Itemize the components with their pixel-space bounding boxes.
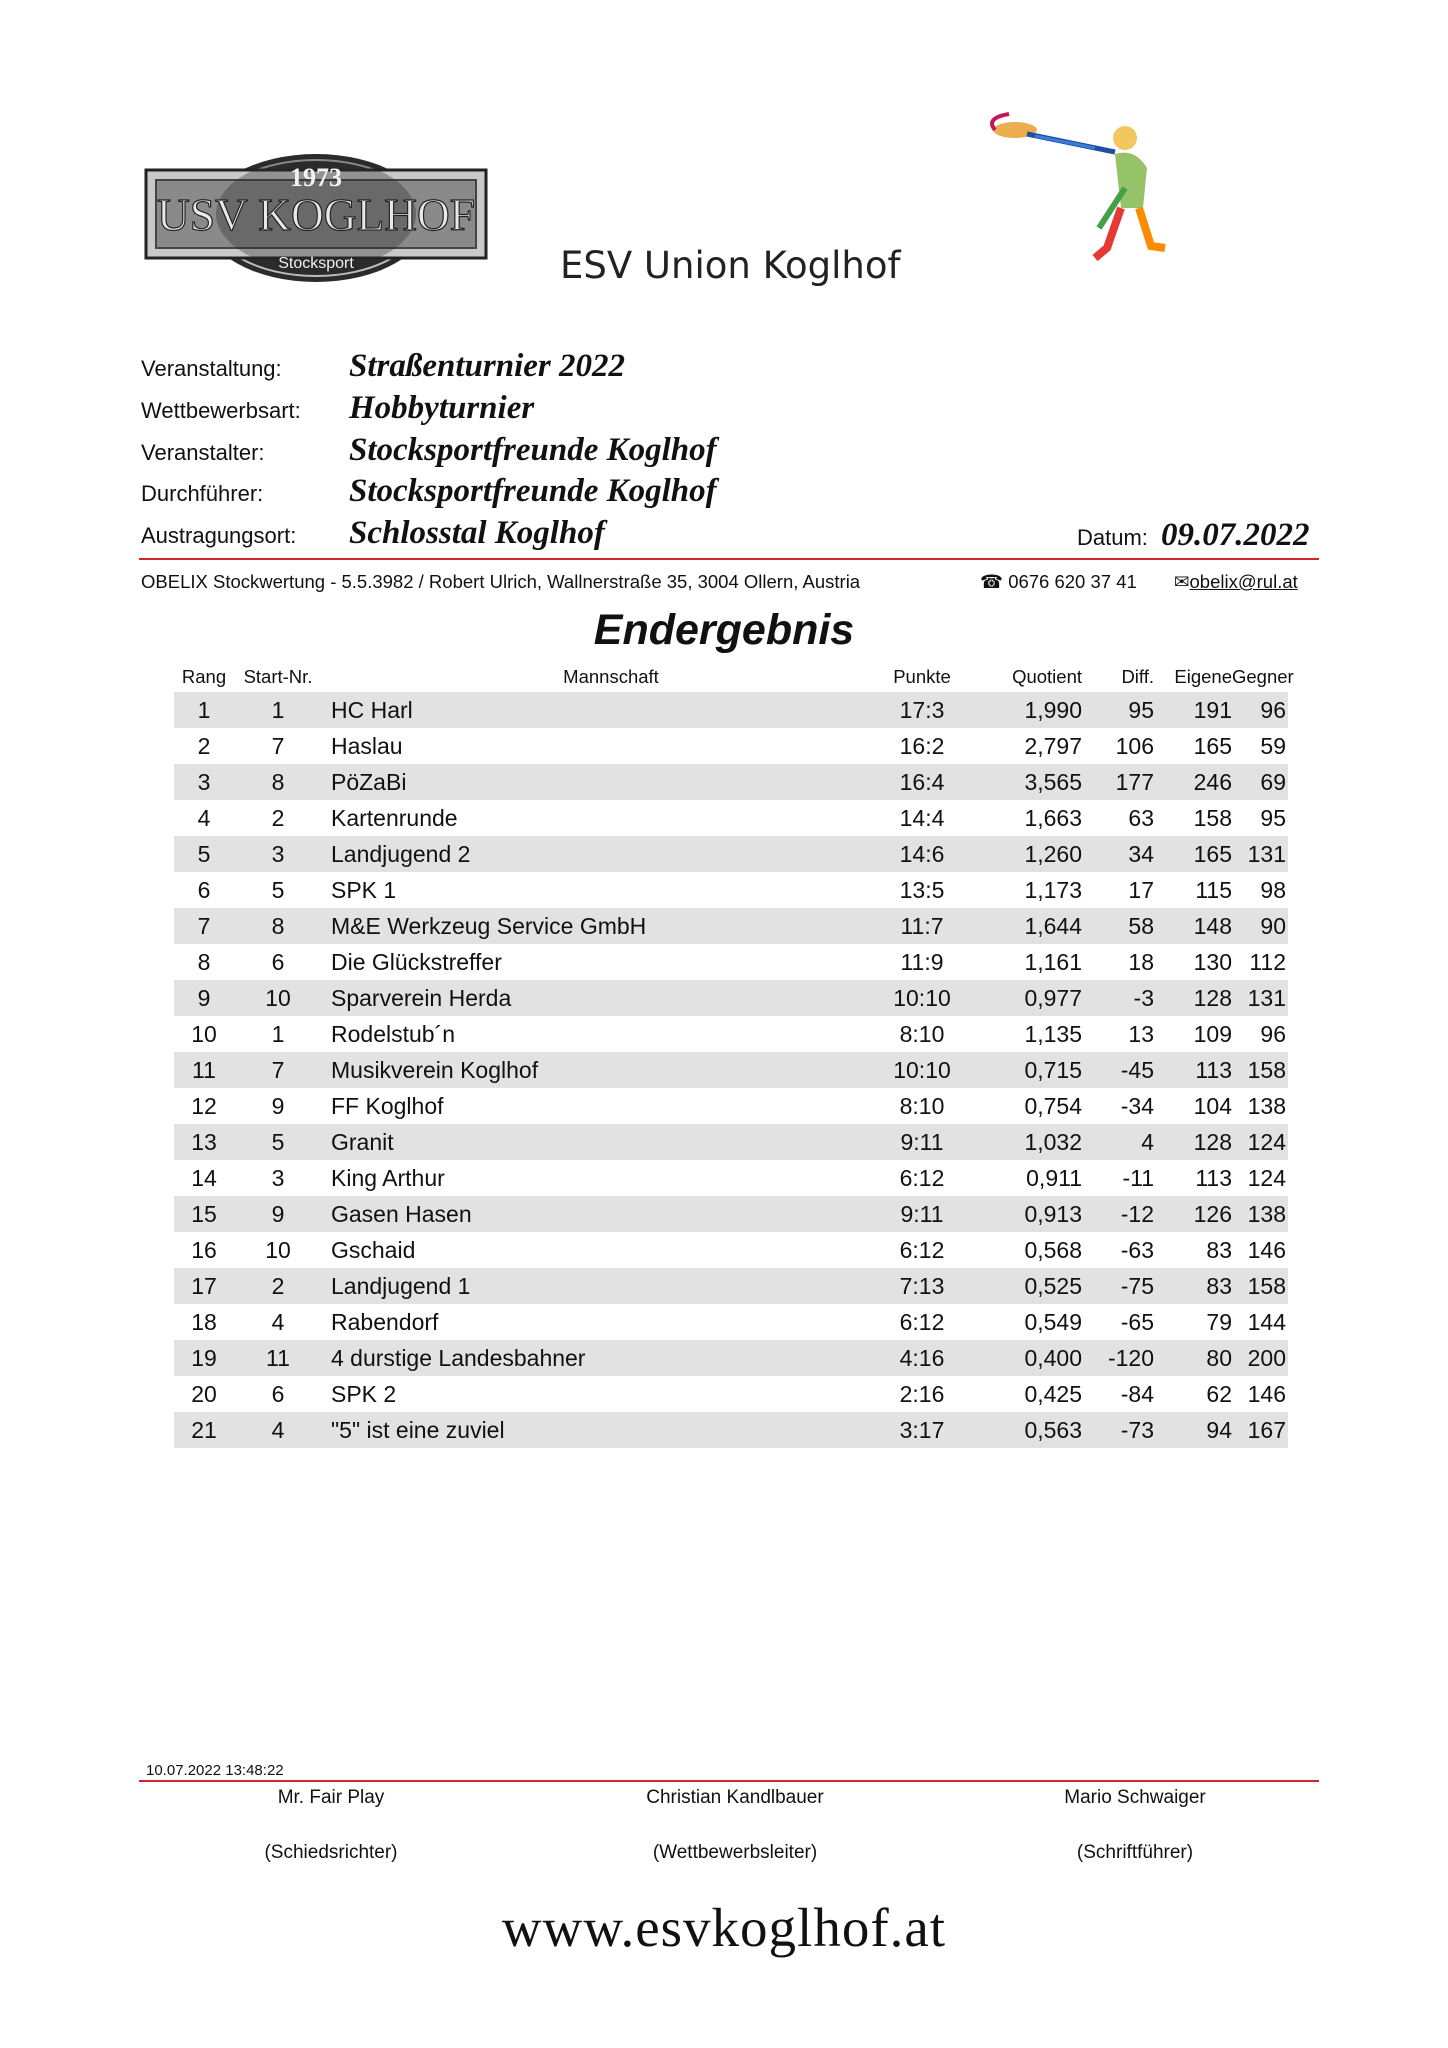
cell-quotient: 0,913	[1024, 1201, 1082, 1227]
cell-start-nr: 6	[271, 949, 285, 975]
cell-gegner: 158	[1247, 1273, 1286, 1299]
cell-start-nr: 1	[271, 697, 285, 723]
table-row	[174, 800, 1288, 836]
cell-mannschaft: M&E Werkzeug Service GmbH	[331, 913, 647, 939]
cell-mannschaft: Haslau	[331, 733, 403, 759]
cell-eigene: 165	[1193, 841, 1232, 867]
table-row	[174, 1412, 1288, 1448]
phone-icon: ☎	[980, 571, 1004, 592]
stock-thrower-illustration	[975, 108, 1175, 268]
table-row	[174, 1124, 1288, 1160]
cell-quotient: 1,663	[1024, 805, 1082, 831]
cell-eigene: 191	[1193, 697, 1232, 723]
cell-mannschaft: Rabendorf	[331, 1309, 439, 1335]
cell-eigene: 83	[1206, 1237, 1232, 1263]
cell-eigene: 109	[1193, 1021, 1232, 1047]
cell-mannschaft: FF Koglhof	[331, 1093, 444, 1119]
cell-eigene: 128	[1193, 985, 1232, 1011]
club-logo	[140, 148, 492, 284]
cell-punkte: 11:7	[900, 913, 944, 939]
cell-quotient: 0,911	[1026, 1165, 1082, 1191]
info-label-veranstaltung: Veranstaltung:	[141, 356, 282, 381]
cell-start-nr: 11	[266, 1345, 290, 1371]
cell-start-nr: 5	[271, 877, 285, 903]
cell-start-nr: 2	[271, 1273, 285, 1299]
cell-mannschaft: PöZaBi	[331, 769, 407, 795]
cell-gegner: 131	[1247, 985, 1286, 1011]
cell-gegner: 69	[1260, 769, 1286, 795]
cell-punkte: 14:6	[899, 841, 945, 867]
result-title: Endergebnis	[593, 606, 855, 654]
email-address[interactable]: obelix@rul.at	[1189, 571, 1298, 592]
cell-diff: -34	[1120, 1093, 1154, 1119]
info-value-veranstaltung: Straßenturnier 2022	[349, 348, 625, 384]
info-value-austragungsort: Schlosstal Koglhof	[349, 515, 605, 551]
cell-start-nr: 3	[271, 1165, 285, 1191]
header-start-nr: Start-Nr.	[243, 666, 313, 687]
cell-eigene: 79	[1206, 1309, 1232, 1335]
cell-eigene: 62	[1206, 1381, 1232, 1407]
cell-punkte: 6:12	[899, 1237, 945, 1263]
cell-punkte: 6:12	[899, 1165, 945, 1191]
logo-year: 1973	[290, 163, 342, 192]
info-label-wettbewerbsart: Wettbewerbsart:	[141, 398, 301, 423]
cell-start-nr: 9	[271, 1093, 285, 1119]
cell-eigene: 104	[1193, 1093, 1232, 1119]
cell-mannschaft: Kartenrunde	[331, 805, 458, 831]
cell-rang: 5	[197, 841, 211, 867]
cell-punkte: 8:10	[899, 1093, 945, 1119]
cell-diff: 4	[1141, 1129, 1154, 1155]
cell-start-nr: 2	[271, 805, 285, 831]
cell-mannschaft: "5" ist eine zuviel	[331, 1417, 505, 1443]
cell-gegner: 98	[1260, 877, 1286, 903]
cell-diff: 18	[1128, 949, 1154, 975]
cell-start-nr: 1	[271, 1021, 285, 1047]
cell-gegner: 96	[1260, 697, 1286, 723]
cell-rang: 10	[191, 1021, 217, 1047]
datum-label: Datum:	[1077, 525, 1148, 550]
cell-quotient: 0,568	[1024, 1237, 1082, 1263]
header-punkte: Punkte	[893, 666, 951, 687]
cell-rang: 15	[191, 1201, 217, 1227]
cell-start-nr: 10	[265, 985, 291, 1011]
info-label-durchfuehrer: Durchführer:	[141, 481, 264, 506]
cell-punkte: 14:4	[899, 805, 945, 831]
logo-name: USV KOGLHOF	[157, 189, 475, 240]
cell-punkte: 11:9	[900, 949, 944, 975]
website-link[interactable]: www.esvkoglhof.at	[501, 1897, 947, 1958]
cell-rang: 13	[191, 1129, 217, 1155]
cell-diff: -75	[1120, 1273, 1154, 1299]
cell-mannschaft: Gasen Hasen	[331, 1201, 472, 1227]
cell-diff: 106	[1115, 733, 1154, 759]
cell-punkte: 17:3	[899, 697, 945, 723]
cell-punkte: 16:2	[899, 733, 945, 759]
table-row	[174, 1232, 1288, 1268]
cell-punkte: 3:17	[899, 1417, 945, 1443]
info-value-wettbewerbsart: Hobbyturnier	[349, 390, 535, 426]
signature-name-schiedsrichter: Mr. Fair Play	[277, 1787, 385, 1808]
cell-mannschaft: Musikverein Koglhof	[331, 1057, 539, 1083]
cell-quotient: 0,525	[1024, 1273, 1082, 1299]
info-label-veranstalter: Veranstalter:	[141, 440, 265, 465]
cell-rang: 12	[191, 1093, 217, 1119]
print-timestamp: 10.07.2022 13:48:22	[146, 1762, 284, 1779]
table-header	[174, 662, 1294, 692]
cell-diff: -63	[1120, 1237, 1154, 1263]
cell-rang: 16	[191, 1237, 217, 1263]
header-diff: Diff.	[1121, 666, 1154, 687]
cell-rang: 14	[191, 1165, 217, 1191]
datum-value: 09.07.2022	[1161, 517, 1310, 553]
cell-punkte: 16:4	[899, 769, 945, 795]
cell-gegner: 158	[1247, 1057, 1286, 1083]
cell-rang: 17	[191, 1273, 217, 1299]
cell-diff: -120	[1107, 1345, 1154, 1371]
header-mannschaft: Mannschaft	[563, 666, 659, 687]
cell-gegner: 146	[1247, 1381, 1286, 1407]
cell-gegner: 131	[1247, 841, 1286, 867]
signature-role-wettbewerbsleiter: (Wettbewerbsleiter)	[652, 1842, 818, 1863]
cell-eigene: 80	[1206, 1345, 1232, 1371]
cell-start-nr: 5	[271, 1129, 285, 1155]
cell-mannschaft: Landjugend 1	[331, 1273, 471, 1299]
cell-quotient: 1,173	[1024, 877, 1082, 903]
cell-mannschaft: Granit	[331, 1129, 394, 1155]
cell-eigene: 130	[1193, 949, 1232, 975]
signature-name-wettbewerbsleiter: Christian Kandlbauer	[646, 1787, 824, 1808]
cell-eigene: 126	[1193, 1201, 1232, 1227]
cell-start-nr: 8	[271, 913, 285, 939]
cell-start-nr: 3	[271, 841, 285, 867]
cell-gegner: 167	[1247, 1417, 1286, 1443]
cell-gegner: 124	[1247, 1129, 1286, 1155]
table-row	[174, 980, 1288, 1016]
cell-quotient: 0,549	[1024, 1309, 1082, 1335]
cell-diff: -45	[1120, 1057, 1154, 1083]
header-quotient: Quotient	[1012, 666, 1082, 687]
signature-role-schiedsrichter: (Schiedsrichter)	[264, 1842, 398, 1863]
cell-mannschaft: Rodelstub´n	[331, 1021, 456, 1047]
cell-punkte: 4:16	[899, 1345, 945, 1371]
header-divider	[139, 558, 1319, 560]
cell-quotient: 0,563	[1024, 1417, 1082, 1443]
cell-diff: 95	[1128, 697, 1154, 723]
contact-phone	[980, 571, 1137, 593]
table-row	[174, 944, 1288, 980]
cell-gegner: 138	[1247, 1093, 1286, 1119]
cell-punkte: 9:11	[900, 1129, 944, 1155]
cell-diff: -84	[1120, 1381, 1154, 1407]
table-body	[174, 692, 1288, 1448]
cell-mannschaft: SPK 1	[331, 877, 397, 903]
cell-quotient: 1,260	[1024, 841, 1082, 867]
cell-quotient: 0,400	[1024, 1345, 1082, 1371]
cell-diff: -65	[1120, 1309, 1154, 1335]
cell-rang: 6	[197, 877, 211, 903]
cell-rang: 19	[191, 1345, 217, 1371]
cell-start-nr: 4	[271, 1417, 285, 1443]
cell-mannschaft: Gschaid	[331, 1237, 416, 1263]
cell-start-nr: 8	[271, 769, 285, 795]
cell-mannschaft: SPK 2	[331, 1381, 397, 1407]
cell-quotient: 1,135	[1024, 1021, 1082, 1047]
cell-punkte: 6:12	[899, 1309, 945, 1335]
club-name: ESV Union Koglhof	[560, 244, 901, 287]
cell-rang: 21	[191, 1417, 217, 1443]
cell-eigene: 115	[1195, 877, 1232, 903]
table-row	[174, 908, 1288, 944]
cell-diff: 63	[1128, 805, 1154, 831]
cell-quotient: 0,754	[1024, 1093, 1082, 1119]
cell-start-nr: 4	[271, 1309, 285, 1335]
table-row	[174, 1088, 1288, 1124]
header-gegner: Gegner	[1232, 666, 1294, 687]
cell-gegner: 95	[1260, 805, 1286, 831]
cell-gegner: 112	[1249, 949, 1286, 975]
cell-mannschaft: Landjugend 2	[331, 841, 471, 867]
table-row	[174, 764, 1288, 800]
phone-number: 0676 620 37 41	[1008, 571, 1137, 592]
cell-quotient: 3,565	[1024, 769, 1082, 795]
table-row	[174, 1268, 1288, 1304]
info-value-veranstalter: Stocksportfreunde Koglhof	[349, 432, 717, 468]
cell-start-nr: 6	[271, 1381, 285, 1407]
cell-quotient: 0,977	[1024, 985, 1082, 1011]
info-value-durchfuehrer: Stocksportfreunde Koglhof	[349, 473, 717, 509]
table-row	[174, 1196, 1288, 1232]
cell-punkte: 13:5	[899, 877, 945, 903]
cell-quotient: 2,797	[1024, 733, 1082, 759]
cell-quotient: 1,644	[1024, 913, 1082, 939]
table-row	[174, 728, 1288, 764]
cell-mannschaft: King Arthur	[331, 1165, 445, 1191]
cell-quotient: 0,715	[1024, 1057, 1082, 1083]
cell-quotient: 1,032	[1024, 1129, 1082, 1155]
cell-mannschaft: Sparverein Herda	[331, 985, 512, 1011]
cell-start-nr: 7	[271, 1057, 285, 1083]
table-row	[174, 1376, 1288, 1412]
header-eigene: Eigene	[1174, 666, 1232, 687]
cell-rang: 20	[191, 1381, 217, 1407]
cell-diff: -3	[1133, 985, 1154, 1011]
results-table	[174, 662, 1294, 1448]
cell-quotient: 1,161	[1024, 949, 1082, 975]
cell-rang: 4	[197, 805, 211, 831]
cell-punkte: 2:16	[899, 1381, 945, 1407]
table-row	[174, 872, 1288, 908]
table-row	[174, 836, 1288, 872]
cell-gegner: 146	[1247, 1237, 1286, 1263]
cell-diff: 13	[1128, 1021, 1154, 1047]
cell-diff: -73	[1120, 1417, 1154, 1443]
cell-gegner: 200	[1247, 1345, 1286, 1371]
cell-gegner: 138	[1247, 1201, 1286, 1227]
table-row	[174, 1016, 1288, 1052]
cell-punkte: 7:13	[899, 1273, 945, 1299]
cell-gegner: 96	[1260, 1021, 1286, 1047]
cell-start-nr: 10	[265, 1237, 291, 1263]
table-row	[174, 1340, 1288, 1376]
cell-punkte: 9:11	[900, 1201, 944, 1227]
info-label-austragungsort: Austragungsort:	[141, 523, 297, 548]
cell-gegner: 124	[1247, 1165, 1286, 1191]
cell-rang: 3	[197, 769, 211, 795]
signature-role-schriftfuehrer: (Schriftführer)	[1076, 1842, 1194, 1863]
cell-eigene: 165	[1193, 733, 1232, 759]
footer-divider	[139, 1780, 1319, 1782]
cell-punkte: 10:10	[893, 1057, 951, 1083]
cell-gegner: 144	[1247, 1309, 1286, 1335]
cell-mannschaft: HC Harl	[331, 697, 413, 723]
table-row	[174, 1052, 1288, 1088]
cell-rang: 2	[197, 733, 211, 759]
cell-quotient: 1,990	[1024, 697, 1082, 723]
cell-eigene: 148	[1193, 913, 1232, 939]
cell-eigene: 83	[1206, 1273, 1232, 1299]
cell-diff: 17	[1128, 877, 1154, 903]
cell-gegner: 59	[1260, 733, 1286, 759]
cell-start-nr: 7	[271, 733, 285, 759]
cell-punkte: 10:10	[893, 985, 951, 1011]
cell-diff: 34	[1128, 841, 1154, 867]
cell-eigene: 158	[1193, 805, 1232, 831]
cell-gegner: 90	[1260, 913, 1286, 939]
signature-name-schriftfuehrer: Mario Schwaiger	[1064, 1787, 1206, 1808]
contact-email[interactable]	[1174, 571, 1298, 593]
cell-start-nr: 9	[271, 1201, 285, 1227]
software-credit: OBELIX Stockwertung - 5.5.3982 / Robert Ulrich, Wallnerstraße 35, 3004 Ollern, Austria	[141, 571, 861, 592]
cell-mannschaft: Die Glückstreffer	[331, 949, 502, 975]
cell-eigene: 128	[1193, 1129, 1232, 1155]
header-rang: Rang	[181, 666, 227, 687]
cell-eigene: 94	[1206, 1417, 1232, 1443]
cell-eigene: 113	[1195, 1165, 1232, 1191]
cell-diff: 177	[1115, 769, 1154, 795]
logo-subtitle: Stocksport	[278, 255, 354, 272]
cell-diff: -11	[1122, 1165, 1154, 1191]
cell-rang: 18	[191, 1309, 217, 1335]
cell-rang: 1	[197, 697, 211, 723]
cell-eigene: 113	[1195, 1057, 1232, 1083]
cell-diff: 58	[1128, 913, 1154, 939]
cell-quotient: 0,425	[1024, 1381, 1082, 1407]
cell-diff: -12	[1120, 1201, 1154, 1227]
envelope-icon: ✉	[1174, 571, 1190, 592]
cell-mannschaft: 4 durstige Landesbahner	[331, 1345, 586, 1371]
cell-punkte: 8:10	[899, 1021, 945, 1047]
cell-rang: 7	[197, 913, 211, 939]
cell-rang: 8	[197, 949, 211, 975]
table-row	[174, 692, 1288, 728]
cell-rang: 11	[192, 1057, 216, 1083]
cell-eigene: 246	[1193, 769, 1232, 795]
cell-rang: 9	[197, 985, 211, 1011]
table-row	[174, 1304, 1288, 1340]
table-row	[174, 1160, 1288, 1196]
